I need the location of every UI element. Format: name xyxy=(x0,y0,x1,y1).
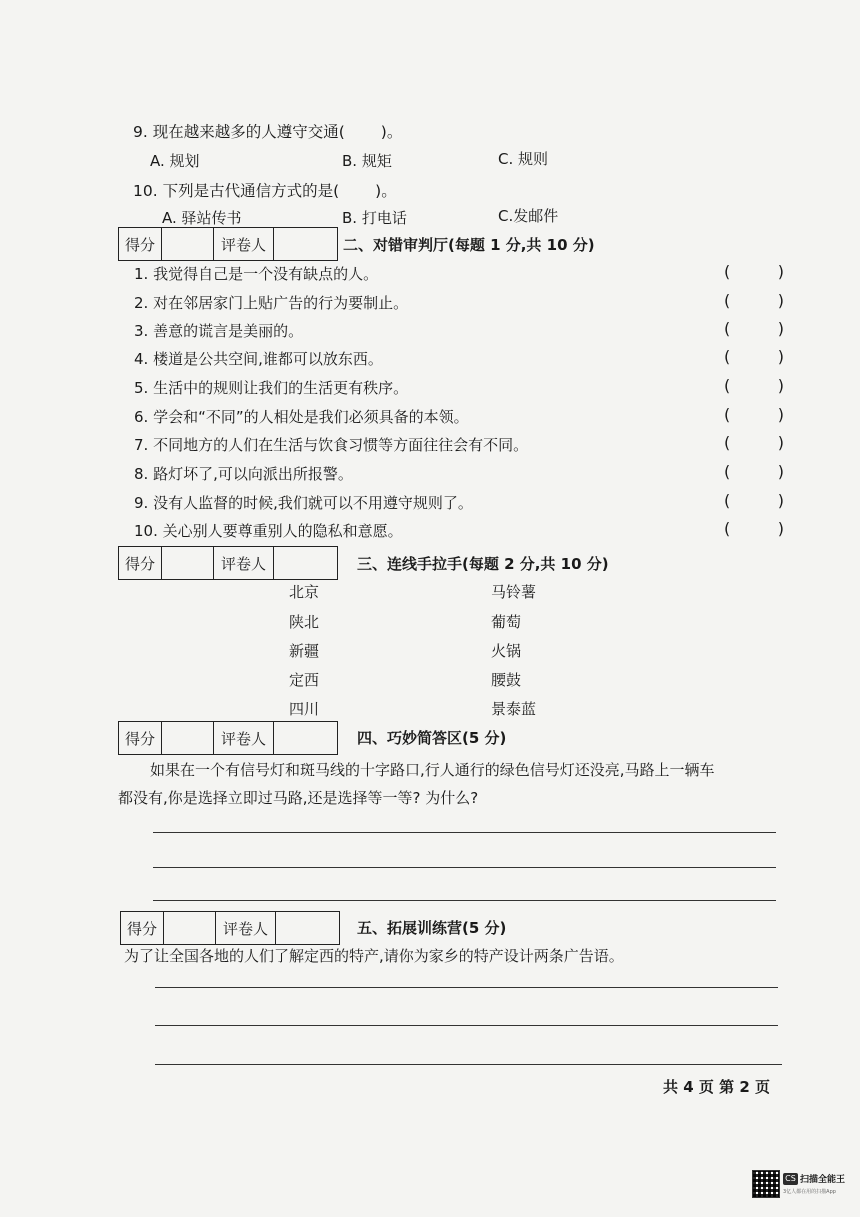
answer-parens[interactable] xyxy=(724,491,784,510)
judge-item: 3. 善意的谎言是美丽的。 xyxy=(134,322,304,340)
paren-close: ) xyxy=(777,319,784,338)
grader-label: 评卷人 xyxy=(214,722,274,754)
match-left-item[interactable]: 四川 xyxy=(289,700,320,718)
page-number: 共 4 页 第 2 页 xyxy=(663,1078,770,1096)
score-input[interactable] xyxy=(164,912,216,944)
judge-item: 7. 不同地方的人们在生活与饮食习惯等方面往往会有不同。 xyxy=(134,436,529,454)
section-title-match: 三、连线手拉手(每题 2 分,共 10 分) xyxy=(357,555,609,573)
paren-open: ( xyxy=(724,405,731,424)
question-text: 都没有,你是选择立即过马路,还是选择等一等? 为什么? xyxy=(118,789,479,807)
paren-open: ( xyxy=(724,291,731,310)
judge-item: 2. 对在邻居家门上贴广告的行为要制止。 xyxy=(134,294,409,312)
grader-label: 评卷人 xyxy=(214,228,274,260)
scanner-logo: CS xyxy=(783,1173,798,1185)
scanner-name: 扫描全能王 xyxy=(800,1175,846,1185)
grader-label: 评卷人 xyxy=(214,547,274,579)
answer-line[interactable] xyxy=(153,832,776,833)
paren-close: ) xyxy=(777,519,784,538)
grader-input[interactable] xyxy=(274,228,337,260)
paren-open: ( xyxy=(724,347,731,366)
score-box xyxy=(120,911,340,945)
match-right-item[interactable]: 景泰蓝 xyxy=(491,700,537,718)
score-label: 得分 xyxy=(121,912,164,944)
section-title-judge: 二、对错审判厅(每题 1 分,共 10 分) xyxy=(343,236,595,254)
paren-close: ) xyxy=(777,347,784,366)
paren-open: ( xyxy=(724,319,731,338)
match-right-item[interactable]: 葡萄 xyxy=(491,613,522,631)
score-box xyxy=(118,227,338,261)
mc-option: B. 打电话 xyxy=(342,209,407,227)
match-left-item[interactable]: 北京 xyxy=(289,583,320,601)
score-box xyxy=(118,721,338,755)
judge-item: 8. 路灯坏了,可以向派出所报警。 xyxy=(134,465,353,483)
paren-close: ) xyxy=(777,376,784,395)
answer-line[interactable] xyxy=(155,1025,778,1026)
answer-parens[interactable] xyxy=(724,519,784,538)
mc-option: C. 规则 xyxy=(498,150,549,168)
answer-parens[interactable] xyxy=(724,319,784,338)
match-right-item[interactable]: 马铃薯 xyxy=(491,583,537,601)
paren-open: ( xyxy=(724,462,731,481)
match-left-item[interactable]: 陕北 xyxy=(289,613,320,631)
paren-open: ( xyxy=(724,519,731,538)
answer-parens[interactable] xyxy=(724,262,784,281)
grader-input[interactable] xyxy=(276,912,339,944)
paren-close: ) xyxy=(777,291,784,310)
question-text: 如果在一个有信号灯和斑马线的十字路口,行人通行的绿色信号灯还没亮,马路上一辆车 xyxy=(150,761,715,779)
judge-item: 6. 学会和“不同”的人相处是我们必须具备的本领。 xyxy=(134,408,469,426)
answer-line[interactable] xyxy=(155,1064,782,1065)
paren-close: ) xyxy=(777,462,784,481)
answer-line[interactable] xyxy=(155,987,778,988)
question-text: 为了让全国各地的人们了解定西的特产,请你为家乡的特产设计两条广告语。 xyxy=(124,947,624,965)
paren-close: ) xyxy=(777,491,784,510)
paren-open: ( xyxy=(724,433,731,452)
section-title-extension: 五、拓展训练营(5 分) xyxy=(357,919,507,937)
match-right-item[interactable]: 腰鼓 xyxy=(491,671,522,689)
match-left-item[interactable]: 新疆 xyxy=(289,642,320,660)
paren-open: ( xyxy=(724,376,731,395)
answer-parens[interactable] xyxy=(724,462,784,481)
match-right-item[interactable]: 火锅 xyxy=(491,642,522,660)
judge-item: 4. 楼道是公共空间,谁都可以放东西。 xyxy=(134,350,383,368)
judge-item: 10. 关心别人要尊重别人的隐私和意愿。 xyxy=(134,522,403,540)
answer-parens[interactable] xyxy=(724,405,784,424)
mc-option: B. 规矩 xyxy=(342,152,392,170)
grader-input[interactable] xyxy=(274,722,337,754)
mc-option: C.发邮件 xyxy=(498,207,559,225)
grader-label: 评卷人 xyxy=(216,912,276,944)
paren-close: ) xyxy=(777,405,784,424)
paren-open: ( xyxy=(724,491,731,510)
answer-parens[interactable] xyxy=(724,347,784,366)
answer-line[interactable] xyxy=(153,867,776,868)
score-input[interactable] xyxy=(162,722,214,754)
paren-close: ) xyxy=(777,262,784,281)
answer-line[interactable] xyxy=(153,900,776,901)
paren-close: ) xyxy=(777,433,784,452)
mc-question-9: 9. 现在越来越多的人遵守交通( )。 xyxy=(133,123,403,141)
scanner-subtitle: 3亿人都在用的扫描App xyxy=(783,1189,836,1195)
score-label: 得分 xyxy=(119,547,162,579)
score-input[interactable] xyxy=(162,228,214,260)
qr-code-icon xyxy=(752,1170,780,1198)
answer-parens[interactable] xyxy=(724,291,784,310)
answer-parens[interactable] xyxy=(724,433,784,452)
score-label: 得分 xyxy=(119,228,162,260)
mc-option: A. 驿站传书 xyxy=(162,209,242,227)
score-input[interactable] xyxy=(162,547,214,579)
section-title-short-answer: 四、巧妙简答区(5 分) xyxy=(357,729,507,747)
mc-question-10: 10. 下列是古代通信方式的是( )。 xyxy=(133,182,397,200)
paren-open: ( xyxy=(724,262,731,281)
judge-item: 5. 生活中的规则让我们的生活更有秩序。 xyxy=(134,379,409,397)
match-left-item[interactable]: 定西 xyxy=(289,671,320,689)
answer-parens[interactable] xyxy=(724,376,784,395)
judge-item: 1. 我觉得自己是一个没有缺点的人。 xyxy=(134,265,379,283)
score-label: 得分 xyxy=(119,722,162,754)
score-box xyxy=(118,546,338,580)
mc-option: A. 规划 xyxy=(150,152,200,170)
judge-item: 9. 没有人监督的时候,我们就可以不用遵守规则了。 xyxy=(134,494,473,512)
grader-input[interactable] xyxy=(274,547,337,579)
